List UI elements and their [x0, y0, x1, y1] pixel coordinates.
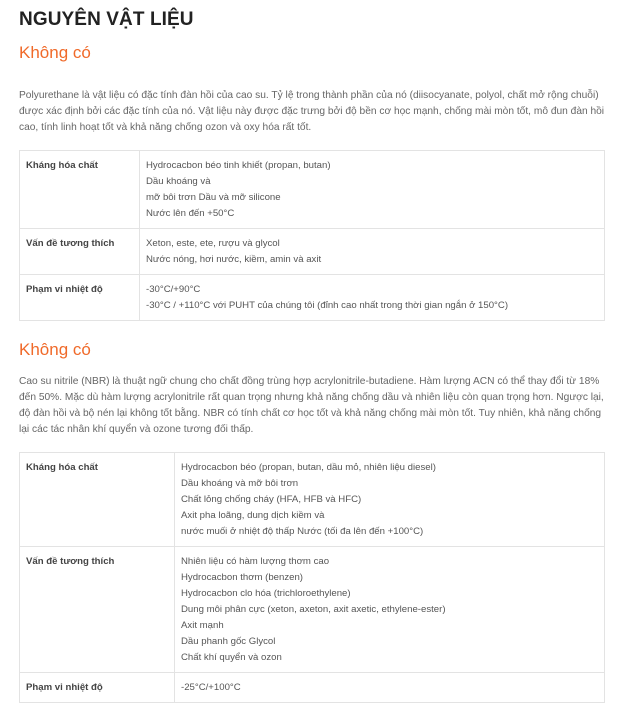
row-value-line: Dung môi phân cực (xeton, axeton, axit axetic, ethylene-ester)	[181, 604, 446, 615]
row-value-line: nước muối ở nhiệt độ thấp Nước (tối đa lên đến +100°C)	[181, 526, 424, 537]
table-row	[20, 547, 605, 673]
row-value-line: Dầu phanh gốc Glycol	[181, 636, 276, 647]
row-value-line: Nhiên liệu có hàm lượng thơm cao	[181, 556, 330, 567]
row-label: Phạm vi nhiệt độ	[20, 673, 175, 703]
row-value-line: Hydrocacbon thơm (benzen)	[181, 572, 304, 583]
page-title: NGUYÊN VẬT LIỆU	[19, 9, 194, 30]
row-value-line: Xeton, este, ete, rượu và glycol	[146, 238, 280, 249]
properties-table	[19, 452, 605, 703]
table-row	[20, 673, 605, 703]
row-value-line: -30°C / +110°C với PUHT của chúng tôi (đỉnh cao nhất trong thời gian ngắn ở 150°C)	[146, 300, 509, 311]
row-value-line: Chất khí quyển và ozon	[181, 652, 282, 663]
row-label: Kháng hóa chất	[20, 151, 140, 229]
row-value-line: Dầu khoáng và	[146, 176, 211, 187]
row-label: Vấn đề tương thích	[20, 229, 140, 275]
row-values	[175, 673, 605, 703]
row-value-line: Hydrocacbon clo hóa (trichloroethylene)	[181, 588, 351, 599]
row-label: Kháng hóa chất	[20, 453, 175, 547]
section-title: Không có	[19, 340, 91, 359]
row-values	[175, 547, 605, 673]
row-value-line: -30°C/+90°C	[146, 284, 201, 295]
row-value-line: -25°C/+100°C	[181, 682, 241, 693]
row-value-line: Nước nóng, hơi nước, kiềm, amin và axit	[146, 254, 322, 265]
properties-table	[19, 150, 605, 321]
row-value-line: Axit mạnh	[181, 620, 224, 631]
section-intro: Polyurethane là vật liệu có đặc tính đàn hồi của cao su. Tỷ lệ trong thành phần của nó (diisocyanate, polyol, chất mở rộng chuỗi) được xác định bởi các đặc tính của nó. Vật liệu này được đặc trưng bởi độ bền cơ học mạnh, chống mài mòn tốt, mô đun đàn hồi cao, tính linh hoạt tốt và khả năng chống ozon và oxy hóa rất tốt.	[19, 90, 605, 133]
row-value-line: Dầu khoáng và mỡ bôi trơn	[181, 478, 299, 489]
row-values	[140, 151, 605, 229]
row-label: Phạm vi nhiệt độ	[20, 275, 140, 321]
table-row	[20, 229, 605, 275]
row-value-line: Chất lỏng chống cháy (HFA, HFB và HFC)	[181, 494, 362, 505]
row-value-line: Nước lên đến +50°C	[146, 208, 235, 219]
row-values	[175, 453, 605, 547]
row-value-line: Axit pha loãng, dung dịch kiềm và	[181, 510, 325, 521]
row-values	[140, 275, 605, 321]
row-value-line: Hydrocacbon béo tinh khiết (propan, butan)	[146, 160, 331, 171]
row-values	[140, 229, 605, 275]
section-title: Không có	[19, 43, 91, 62]
section-intro: Cao su nitrile (NBR) là thuật ngữ chung cho chất đồng trùng hợp acrylonitrile-butadiene. Hàm lượng ACN có thể thay đổi từ 18% đến 50%. Mặc dù hàm lượng acrylonitrile rất quan trọng nhưng khả năng chống dầu và nhiên liệu còn quan trọng hơn. Ngược lại, độ đàn hồi và bộ nén lại không tốt bằng. NBR có tính chất cơ học tốt và khả năng chống mài mòn tốt. Tuy nhiên, khả năng chống lại các tác nhân khí quyển và ozone tương đối thấp.	[19, 376, 604, 435]
table-row	[20, 151, 605, 229]
row-value-line: Hydrocacbon béo (propan, butan, dầu mỏ, nhiên liệu diesel)	[181, 462, 436, 473]
table-row	[20, 275, 605, 321]
row-value-line: mỡ bôi trơn Dầu và mỡ silicone	[146, 192, 281, 203]
row-label: Vấn đề tương thích	[20, 547, 175, 673]
table-row	[20, 453, 605, 547]
